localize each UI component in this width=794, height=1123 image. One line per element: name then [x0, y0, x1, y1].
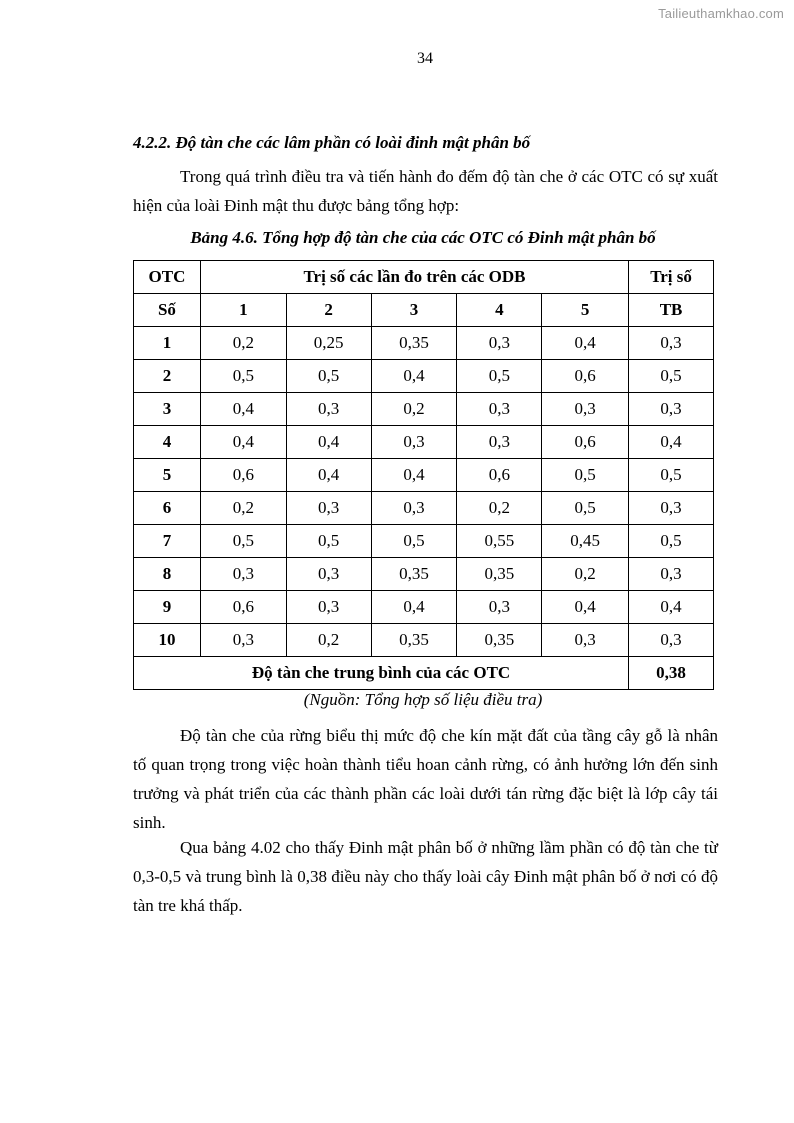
average-cell: 0,3 [629, 393, 714, 426]
measurement-cell: 0,55 [457, 525, 542, 558]
canopy-cover-table [133, 260, 714, 690]
average-cell: 0,3 [629, 624, 714, 657]
header-measure-col: 4 [457, 294, 542, 327]
measurement-cell: 0,3 [286, 591, 371, 624]
page-number: 34 [417, 50, 433, 67]
table-row [134, 360, 714, 393]
otc-number-cell: 6 [134, 492, 201, 525]
measurement-cell: 0,2 [371, 393, 457, 426]
table-row [134, 327, 714, 360]
header-measure-col: 2 [286, 294, 371, 327]
measurement-cell: 0,3 [457, 426, 542, 459]
average-cell: 0,3 [629, 327, 714, 360]
header-average-label: Trị số [629, 261, 714, 294]
header-measure-col: 3 [371, 294, 457, 327]
measurement-cell: 0,6 [542, 426, 629, 459]
header-measure-col: 1 [200, 294, 286, 327]
table-row [134, 393, 714, 426]
measurement-cell: 0,2 [286, 624, 371, 657]
otc-number-cell: 1 [134, 327, 201, 360]
average-cell: 0,5 [629, 360, 714, 393]
measurement-cell: 0,4 [200, 393, 286, 426]
otc-number-cell: 2 [134, 360, 201, 393]
measurement-cell: 0,6 [200, 459, 286, 492]
measurement-cell: 0,3 [542, 624, 629, 657]
intro-paragraph: Trong quá trình điều tra và tiến hành đo đếm độ tàn che ở các OTC có sự xuất hiện của loài Đinh mật thu được bảng tổng hợp: [133, 167, 718, 215]
paragraph-canopy-meaning: Độ tàn che của rừng biểu thị mức độ che kín mặt đất của tầng cây gỗ là nhân tố quan trọng trong việc hoàn thành tiểu hoan cảnh rừng, có ảnh hưởng lớn đến sinh trưởng và phát triển của các thành phần các loài dưới tán rừng đặc biệt là lớp cây tái sinh. [133, 726, 718, 832]
measurement-cell: 0,2 [200, 327, 286, 360]
average-cell: 0,5 [629, 459, 714, 492]
average-cell: 0,3 [629, 492, 714, 525]
measurement-cell: 0,35 [457, 624, 542, 657]
measurement-cell: 0,2 [457, 492, 542, 525]
measurement-cell: 0,35 [371, 558, 457, 591]
measurement-cell: 0,4 [371, 360, 457, 393]
table-source: (Nguồn: Tổng hợp số liệu điều tra) [303, 690, 543, 709]
measurement-cell: 0,3 [457, 327, 542, 360]
measurement-cell: 0,6 [457, 459, 542, 492]
otc-number-cell: 8 [134, 558, 201, 591]
table-row [134, 558, 714, 591]
measurement-cell: 0,5 [542, 459, 629, 492]
measurement-cell: 0,5 [457, 360, 542, 393]
header-otc-label: OTC [134, 261, 201, 294]
measurement-cell: 0,5 [286, 525, 371, 558]
header-average-sub-label: TB [629, 294, 714, 327]
header-otc-number-label: Số [134, 294, 201, 327]
measurement-cell: 0,6 [542, 360, 629, 393]
paragraph-conclusion: Qua bảng 4.02 cho thấy Đinh mật phân bố ở những lầm phần có độ tàn che từ 0,3-0,5 và trung bình là 0,38 điều này cho thấy loài cây Đinh mật phân bố ở nơi có độ tàn tre khá thấp. [133, 838, 718, 915]
table-row [134, 426, 714, 459]
measurement-cell: 0,2 [542, 558, 629, 591]
measurement-cell: 0,6 [200, 591, 286, 624]
measurement-cell: 0,5 [371, 525, 457, 558]
measurement-cell: 0,35 [371, 327, 457, 360]
average-cell: 0,5 [629, 525, 714, 558]
table-header-row [134, 261, 714, 294]
footer-value: 0,38 [629, 657, 714, 690]
average-cell: 0,4 [629, 591, 714, 624]
measurement-cell: 0,5 [200, 525, 286, 558]
otc-number-cell: 4 [134, 426, 201, 459]
measurement-cell: 0,3 [286, 393, 371, 426]
measurement-cell: 0,3 [542, 393, 629, 426]
table-row [134, 492, 714, 525]
measurement-cell: 0,5 [286, 360, 371, 393]
table-body [134, 327, 714, 657]
measurement-cell: 0,3 [200, 558, 286, 591]
measurement-cell: 0,4 [286, 459, 371, 492]
otc-number-cell: 5 [134, 459, 201, 492]
measurement-cell: 0,3 [457, 591, 542, 624]
measurement-cell: 0,2 [200, 492, 286, 525]
measurement-cell: 0,4 [371, 591, 457, 624]
measurement-cell: 0,35 [371, 624, 457, 657]
measurement-cell: 0,5 [542, 492, 629, 525]
table-row [134, 624, 714, 657]
measurement-cell: 0,25 [286, 327, 371, 360]
section-heading: 4.2.2. Độ tàn che các lâm phần có loài đinh mật phân bố [133, 133, 531, 152]
otc-number-cell: 3 [134, 393, 201, 426]
otc-number-cell: 10 [134, 624, 201, 657]
measurement-cell: 0,3 [286, 558, 371, 591]
average-cell: 0,4 [629, 426, 714, 459]
average-cell: 0,3 [629, 558, 714, 591]
table-row [134, 525, 714, 558]
measurement-cell: 0,3 [286, 492, 371, 525]
header-measurements-group: Trị số các lần đo trên các ODB [200, 261, 628, 294]
measurement-cell: 0,3 [371, 426, 457, 459]
measurement-cell: 0,3 [200, 624, 286, 657]
footer-label: Độ tàn che trung bình của các OTC [134, 657, 629, 690]
otc-number-cell: 7 [134, 525, 201, 558]
table-footer-row [134, 657, 714, 690]
measurement-cell: 0,35 [457, 558, 542, 591]
measurement-cell: 0,3 [457, 393, 542, 426]
header-measure-col: 5 [542, 294, 629, 327]
otc-number-cell: 9 [134, 591, 201, 624]
table-subheader-row [134, 294, 714, 327]
measurement-cell: 0,4 [286, 426, 371, 459]
table-row [134, 459, 714, 492]
table-caption: Bảng 4.6. Tổng hợp độ tàn che của các OTC có Đinh mật phân bố [190, 228, 656, 247]
measurement-cell: 0,4 [371, 459, 457, 492]
measurement-cell: 0,45 [542, 525, 629, 558]
measurement-cell: 0,4 [542, 327, 629, 360]
watermark: Tailieuthamkhao.com [658, 6, 784, 21]
measurement-cell: 0,4 [542, 591, 629, 624]
measurement-cell: 0,3 [371, 492, 457, 525]
measurement-cell: 0,5 [200, 360, 286, 393]
measurement-cell: 0,4 [200, 426, 286, 459]
table-row [134, 591, 714, 624]
